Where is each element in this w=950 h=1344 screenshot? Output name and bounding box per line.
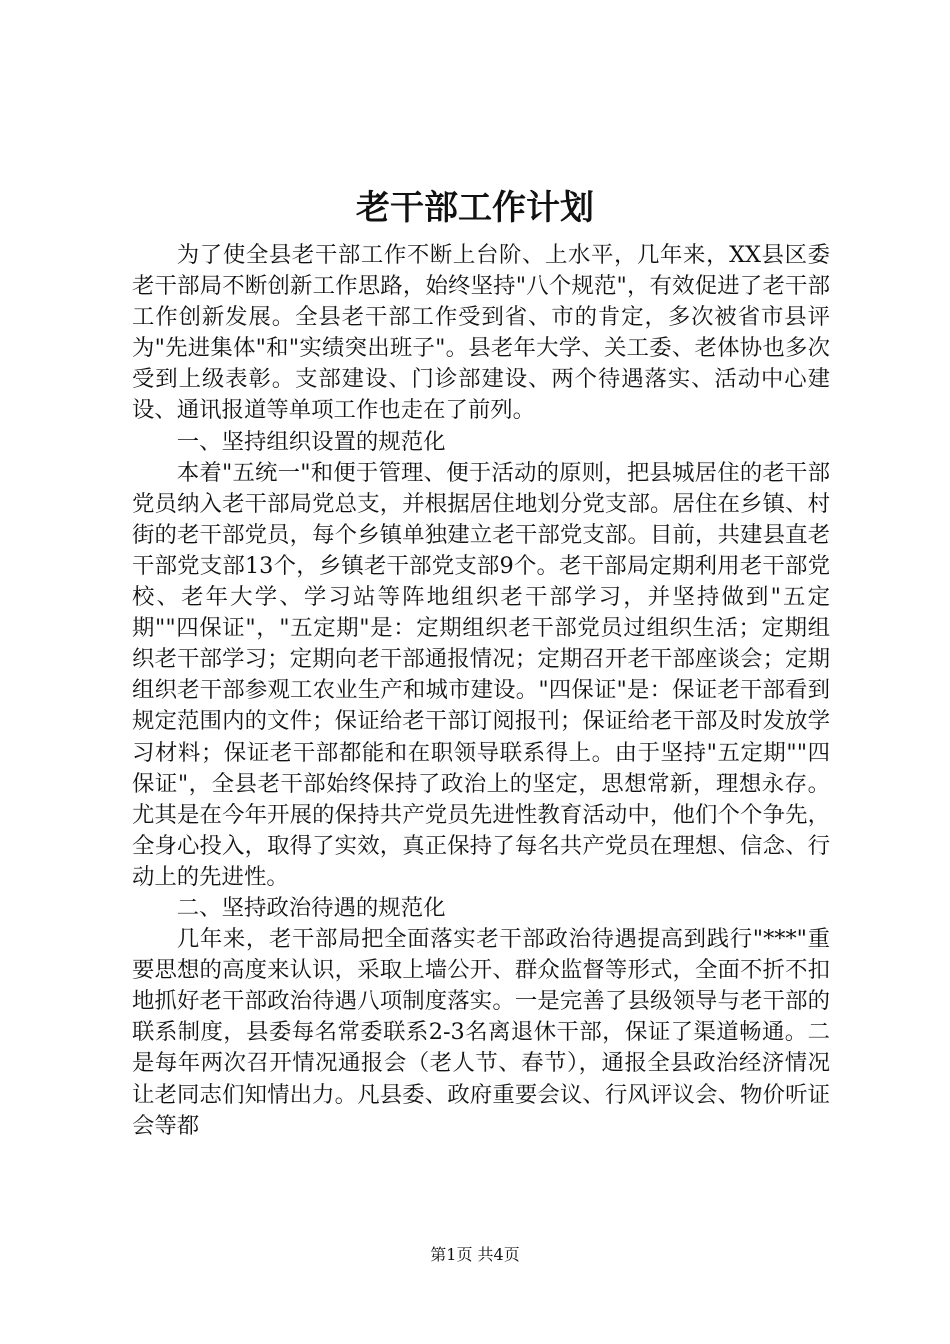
page-footer: 第1页 共4页 <box>430 1245 520 1264</box>
document-body <box>132 240 830 1142</box>
document-title: 老干部工作计划 <box>356 188 594 228</box>
paragraph-intro: 为了使全县老干部工作不断上台阶、上水平，几年来，XX县区委老干部局不断创新工作思路，始终坚持"八个规范"，有效促进了老干部工作创新发展。全县老干部工作受到省、市的肯定，多次被省市县评为"先进集体"和"实绩突出班子"。县老年大学、关工委、老体协也多次受到上级表彰。支部建设、门诊部建设、两个待遇落实、活动中心建设、通讯报道等单项工作也走在了前列。 <box>132 242 830 424</box>
paragraph-section-2: 几年来，老干部局把全面落实老干部政治待遇提高到践行"***"重要思想的高度来认识，采取上墙公开、群众监督等形式，全面不折不扣地抓好老干部政治待遇八项制度落实。一是完善了县级领导与老干部的联系制度，县委每名常委联系2-3名离退休干部，保证了渠道畅通。二是每年两次召开情况通报会（老人节、春节），通报全县政治经济情况让老同志们知情出力。凡县委、政府重要会议、行风评议会、物价听证会等都 <box>132 926 830 1139</box>
section-heading-1: 一、坚持组织设置的规范化 <box>176 428 446 455</box>
section-heading-2: 二、坚持政治待遇的规范化 <box>176 894 446 921</box>
paragraph-section-1: 本着"五统一"和便于管理、便于活动的原则，把县城居住的老干部党员纳入老干部局党总支，并根据居住地划分党支部。居住在乡镇、村街的老干部党员，每个乡镇单独建立老干部党支部。目前，共建县直老干部党支部13个，乡镇老干部党支部9个。老干部局定期利用老干部党校、老年大学、学习站等阵地组织老干部学习，并坚持做到"五定期""四保证"，"五定期"是：定期组织老干部党员过组织生活；定期组织老干部学习；定期向老干部通报情况；定期召开老干部座谈会；定期组织老干部参观工农业生产和城市建设。"四保证"是：保证老干部看到规定范围内的文件；保证给老干部订阅报刊；保证给老干部及时发放学习材料；保证老干部都能和在职领导联系得上。由于坚持"五定期""四保证"，全县老干部始终保持了政治上的坚定，思想常新，理想永存。尤其是在今年开展的保持共产党员先进性教育活动中，他们个个争先，全身心投入，取得了实效，真正保持了每名共产党员在理想、信念、行动上的先进性。 <box>132 459 830 890</box>
